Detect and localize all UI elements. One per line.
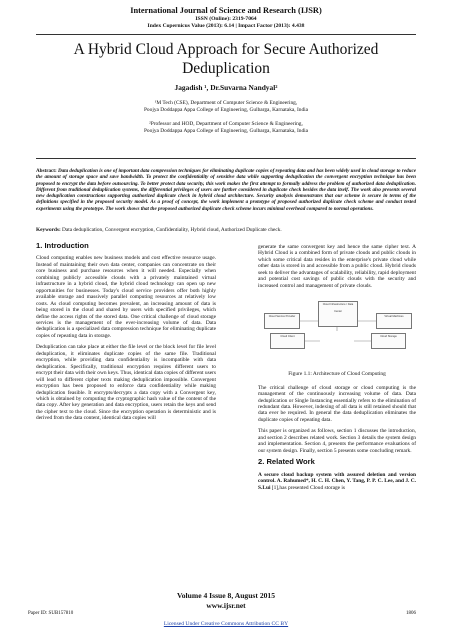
intro-paragraph-2: Deduplication can take place at either the file level or the block level for file level deduplication, it eliminates duplicate copies of the same file. Traditional encryption, while providing data confidentiality is incompatible with data deduplication. Specifically, traditional encryption requires different users to encrypt their data with their own keys. Thus, identical data copies of different users will lead to different cipher texts making deduplication impossible. Convergent encryption has been proposed to enforce data confidentiality while making deduplication feasible. It encrypts/decrypts a data copy with a Convergent key, which is obtained by computing the cryptographic hash value of the content of the data copy. After key generation and data encryption, users retain the keys and send the cipher text to the cloud. Since the encryption operation is deterministic and is derived from the data content, identical data copies will <box>36 344 216 422</box>
figure-box-client: Cloud Client <box>270 333 305 349</box>
figure-box-storage: Cloud Storage <box>371 333 406 349</box>
right-paragraph-1: generate the same convergent key and hence the same cipher text. A Hybrid Cloud is a combined form of private clouds and public clouds in which some critical data resides in the enterprise's private cloud while other data is stored in and accessible from a public cloud. Hybrid clouds seek to deliver the advantages of scalability, reliability, rapid deployment and potential cost savings of public clouds with the security and increased control and management of private clouds. <box>258 244 416 289</box>
affiliation-2-line2: Poojya Doddappa Appa College of Engineering, Gulbarga, Karnataka, India <box>143 128 309 134</box>
affiliation-1-line1: ¹M Tech (CSE), Department of Computer Science & Engineering, <box>154 100 298 106</box>
figure-caption: Figure 1.1: Architecture of Cloud Computing <box>288 371 386 378</box>
abstract-rule <box>36 158 416 159</box>
affiliation-2 <box>0 121 452 135</box>
journal-issn: ISSN (Online): 2319-7064 <box>195 16 257 22</box>
abstract-text: Data deduplication is one of important data compression techniques for eliminating duplicate copies of repeating data and has been widely used in cloud storage to reduce the amount of storage space and save bandwidth. To protect the confidentiality of sensitive data while supporting deduplication the convergent encryption technique has been proposed to encrypt the data before outsourcing. To better protect data security, this work makes the first attempt to formally address the problem of authorized data deduplication. Different from traditional deduplication systems, the differential privileges of users are further considered in duplicate check besides the data itself. The work also presents several new deduplication constructions supporting authorized duplicate check in hybrid cloud architecture. Security analysis demonstrates that our scheme is secure in terms of the definitions specified in the proposed security model. As a proof of concept, the work implement a prototype of proposed authorized duplicate check scheme and conduct tested experiments using the prototype. The work shows that the proposed authorized duplicate check scheme incurs minimal overhead compared to normal operations. <box>36 168 416 212</box>
journal-header <box>0 6 452 30</box>
architecture-figure <box>258 297 416 367</box>
figure-box-vm: Virtual Machines <box>376 313 412 329</box>
journal-name: International Journal of Science and Research (IJSR) <box>130 6 322 15</box>
footer-volume: Volume 4 Issue 8, August 2015 <box>176 591 276 600</box>
paper-authors: Jagadish ¹, Dr.Suvarna Nandyal² <box>174 83 278 92</box>
introduction-heading: 1. Introduction <box>36 241 89 250</box>
license-link[interactable]: Licensed Under Creative Commons Attribution CC BY <box>163 621 289 627</box>
figure-box-infrastructure: Cloud Infrastructure / Data Center <box>318 301 358 327</box>
intro-paragraph-1: Cloud computing enables new business models and cost effective resource usage. Instead of maintaining their own data center, companies can concentrate on their core business and purchase resources when it will needed. Especially when combining publicly accessible clouds with a privately maintained virtual infrastructure in a hybrid cloud, the hybrid cloud technology can open up new opportunities for businesses. Today's cloud service providers offer both highly available storage and massively parallel computing resources at relatively low costs. As cloud computing becomes prevalent, an increasing amount of data is being stored in the cloud and shared by users with specified privileges, which define the access rights of the stored data. One critical challenge of cloud storage services is the management of the ever-increasing volume of data. Data deduplication is a specialized data compression technique for eliminating duplicate copies of repeating data in storage. <box>36 255 216 339</box>
journal-index: Index Copernicus Value (2013): 6.14 | Impact Factor (2013): 4.438 <box>147 23 305 29</box>
footer-url: www.ijsr.net <box>206 601 246 610</box>
abstract <box>36 168 416 212</box>
footer-paper-id: Paper ID: SUB157810 <box>28 611 74 616</box>
related-reference: A secure cloud backup system with assured deletion and version control. A. Rahumed*, H. C. H. Chen, Y. Tang, P. P. C. Lee, and J. C. S.Lui <box>258 471 416 491</box>
affiliation-1 <box>0 100 452 114</box>
related-work-paragraph <box>258 472 416 491</box>
keywords-label: Keywords: <box>36 227 61 233</box>
paper-title: A Hybrid Cloud Approach for Secure Authorized Deduplication <box>73 41 379 77</box>
header-rule <box>36 34 416 35</box>
related-text: [1],has presented Cloud storage is <box>270 484 345 491</box>
affiliation-1-line2: Poojya Doddappa Appa College of Engineering, Gulbarga, Karnataka, India <box>143 107 309 113</box>
keywords-text: Data deduplication, Convergent encryption, Confidentiality, Hybrid cloud, Authorized Duplicate check. <box>62 227 282 233</box>
affiliation-2-line1: ²Professor and HOD, Department of Computer Science & Engineering, <box>149 121 303 127</box>
keywords <box>36 227 416 234</box>
right-column <box>258 244 416 496</box>
related-work-heading: 2. Related Work <box>258 457 315 467</box>
right-paragraph-2: The critical challenge of cloud storage or cloud computing is the management of the continuously increasing volume of data. Data deduplication or Single Instancing essentially refers to the elimination of redundant data. However, indexing of all data is still retained should that data ever be required. In general the data deduplication eliminates the duplicate copies of repeating data. <box>258 384 416 423</box>
footer-page-number: 1806 <box>406 611 416 616</box>
left-column <box>36 243 216 427</box>
abstract-label: Abstract: <box>36 168 57 174</box>
right-paragraph-3: This paper is organized as follows, section 1 discusses the introduction, and section 2 describes related work. Section 3 details the system design and implementation. Section 4, presents the performance evaluations of our system design. Finally, section 5 presents some concluding remark. <box>258 428 416 454</box>
figure-box-provider: Cloud Service Provider <box>264 313 300 329</box>
